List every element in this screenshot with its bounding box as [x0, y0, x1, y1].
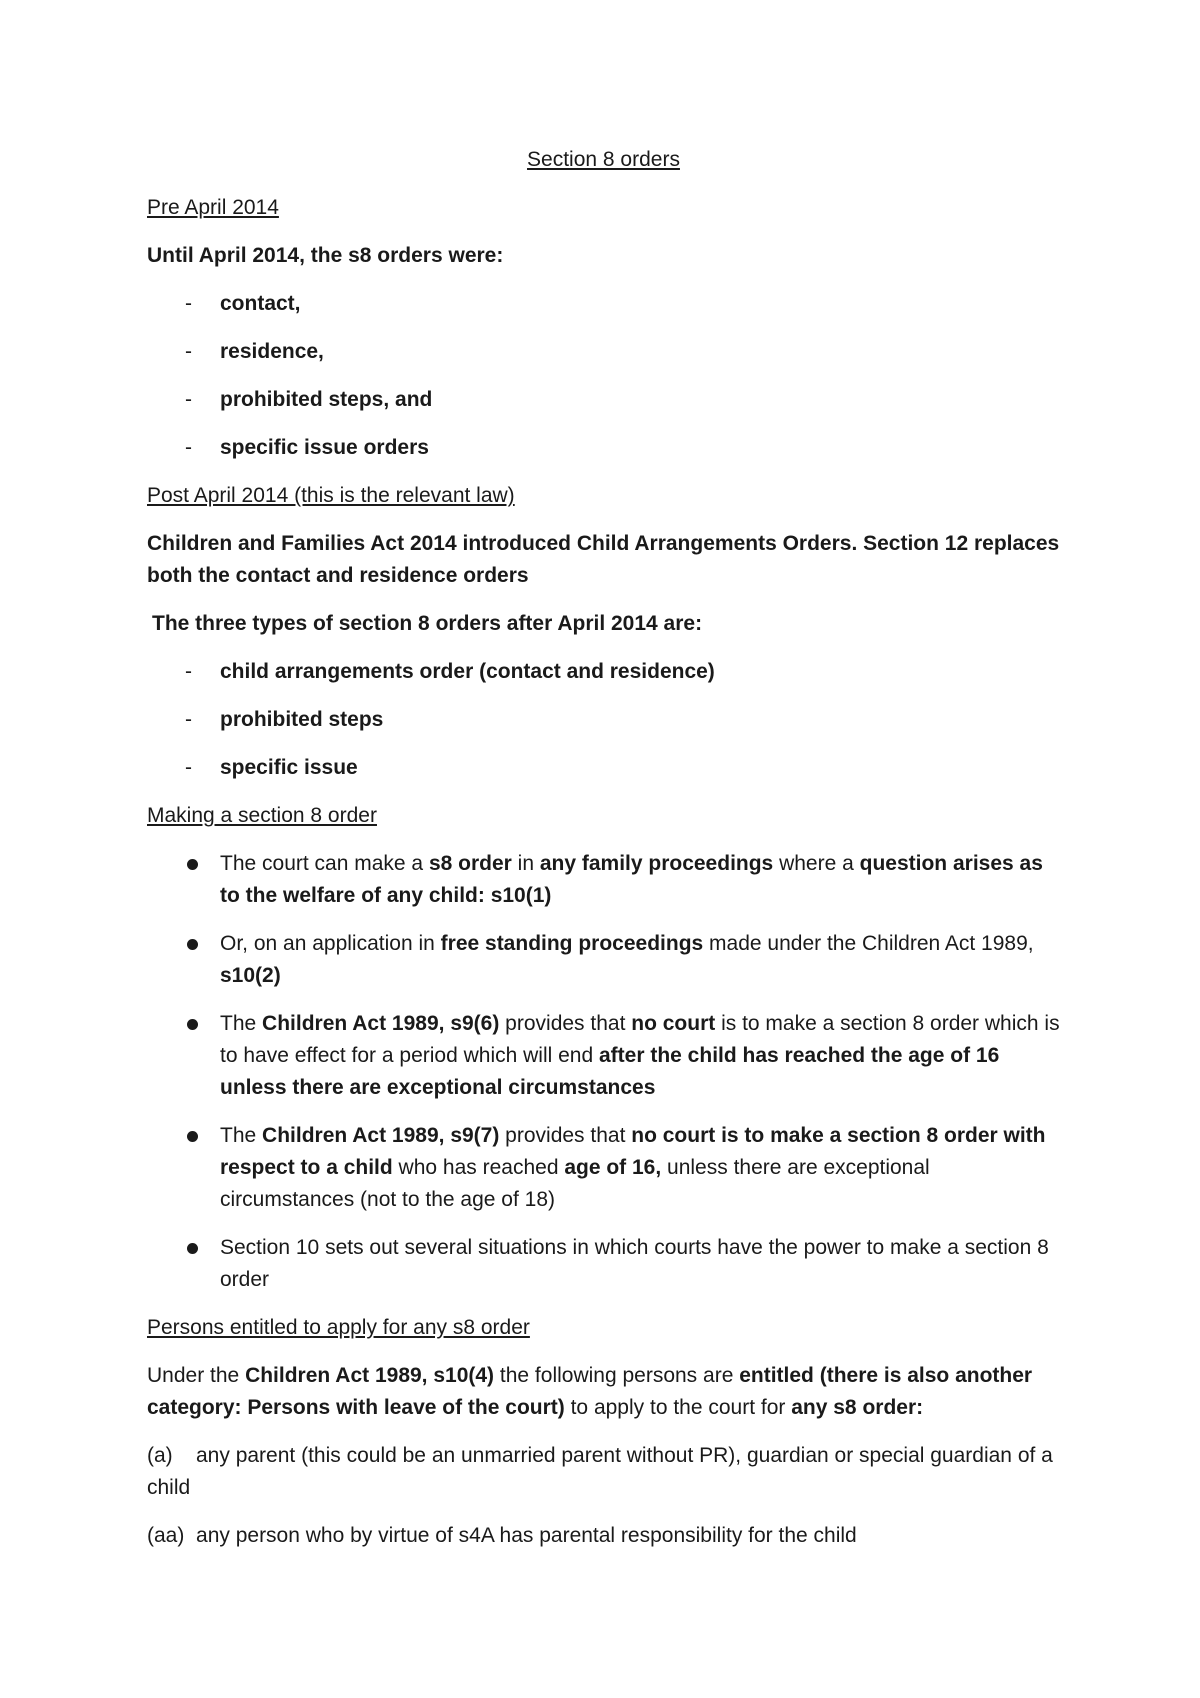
list-item: - residence, — [185, 340, 324, 363]
heading-pre-april: Pre April 2014 — [147, 196, 279, 219]
bullet-dot-icon — [187, 1131, 198, 1142]
list-item: - specific issue — [185, 756, 358, 779]
post-orders-list — [147, 656, 1060, 784]
page-title: Section 8 orders — [527, 148, 680, 171]
clause-aa: (aa) any person who by virtue of s4A has parental responsibility for the child — [147, 1524, 857, 1547]
heading-making-order: Making a section 8 order — [147, 804, 377, 827]
persons-intro: Under the Children Act 1989, s10(4) the following persons are entitled (there is also another category: Persons with leave of the court) to apply to the court for any s8 order: — [147, 1364, 1033, 1419]
list-item: - prohibited steps — [185, 708, 384, 731]
bullet-dot-icon — [187, 859, 198, 870]
bullet-item: Or, on an application in free standing proceedings made under the Children Act 1989, s10(2) — [147, 928, 1060, 992]
list-item: - prohibited steps, and — [185, 388, 433, 411]
pre-intro: Until April 2014, the s8 orders were: — [147, 244, 504, 267]
post-para-1: Children and Families Act 2014 introduced Child Arrangements Orders. Section 12 replaces both the contact and residence orders — [147, 532, 1060, 587]
post-para-2: The three types of section 8 orders after April 2014 are: — [152, 612, 703, 635]
heading-persons-entitled: Persons entitled to apply for any s8 order — [147, 1316, 530, 1339]
making-bullets — [147, 848, 1060, 1296]
list-item: - contact, — [185, 292, 301, 315]
bullet-dot-icon — [187, 1019, 198, 1030]
bullet-item: The court can make a s8 order in any family proceedings where a question arises as to the welfare of any child: s10(1) — [147, 848, 1060, 912]
list-item: - specific issue orders — [185, 436, 429, 459]
bullet-dot-icon — [187, 1243, 198, 1254]
bullet-dot-icon — [187, 939, 198, 950]
clause-a: (a) any parent (this could be an unmarried parent without PR), guardian or special guardian of a child — [147, 1444, 1059, 1499]
bullet-item: The Children Act 1989, s9(6) provides that no court is to make a section 8 order which is to have effect for a period which will end after the child has reached the age of 16 unless there are exceptional circumstances — [147, 1008, 1060, 1104]
bullet-item: Section 10 sets out several situations in which courts have the power to make a section 8 order — [147, 1232, 1060, 1296]
pre-orders-list — [147, 288, 1060, 464]
bullet-item: The Children Act 1989, s9(7) provides that no court is to make a section 8 order with respect to a child who has reached age of 16, unless there are exceptional circumstances (not to the age of 18) — [147, 1120, 1060, 1216]
heading-post-april: Post April 2014 (this is the relevant law) — [147, 484, 515, 507]
list-item: - child arrangements order (contact and residence) — [185, 660, 715, 683]
